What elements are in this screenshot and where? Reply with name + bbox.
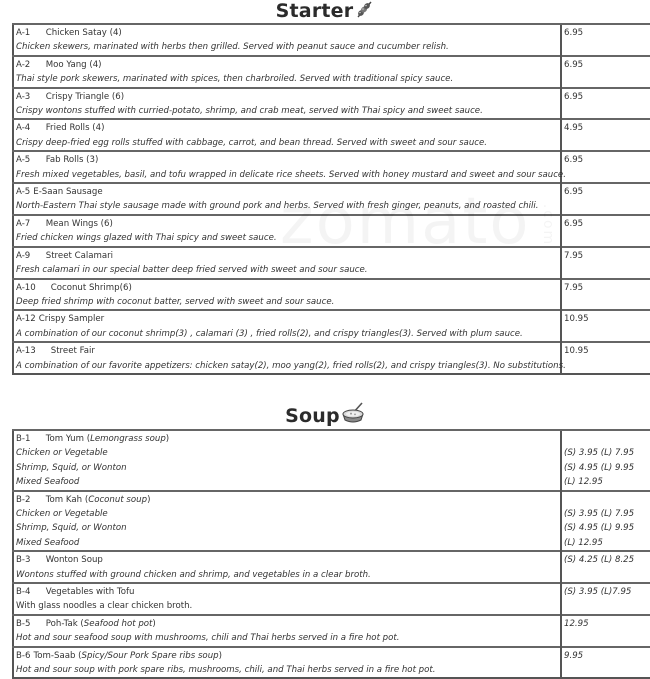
item-price: (S) 3.95 (L)7.95 [564, 587, 632, 597]
item-price: 9.95 [564, 650, 584, 661]
item-code: A-13 [16, 346, 36, 357]
item-cell [13, 215, 561, 247]
item-description: With glass noodles a clear chicken broth. [16, 601, 193, 612]
menu-row [13, 119, 650, 151]
item-subtitle: Spicy/Sour Pork Spare ribs soup [81, 650, 219, 661]
item-description: A combination of our favorite appetizers: chicken satay(2), moo yang(2), fried rolls(2), and crispy triangles(3). No substitutions. [16, 360, 566, 371]
item-name: Fab Rolls (3) [45, 155, 99, 166]
price-cell [561, 551, 650, 583]
item-code: B-3 [16, 555, 31, 566]
price-cell [561, 342, 650, 374]
item-cell: B-5 Poh-Tak (Seafood hot pot) Hot and sour seafood soup with mushrooms, chili and Thai herbs served in a fire hot pot. [13, 615, 561, 647]
price-cell [561, 310, 650, 342]
item-cell [13, 183, 561, 215]
item-code: A-5 [16, 187, 31, 198]
item-cell: B-1 Tom Yum (Lemongrass soup) Chicken or Vegetable Shrimp, Squid, or Wonton Mixed Seafood [13, 430, 561, 491]
item-code: A-2 [16, 59, 31, 70]
option-label: Chicken or Vegetable [16, 508, 108, 519]
item-cell [13, 247, 561, 279]
menu-row [13, 551, 650, 583]
option-label: Shrimp, Squid, or Wonton [16, 462, 127, 473]
item-price: 4.95 [564, 123, 584, 134]
item-price: 6.95 [564, 59, 584, 70]
item-description: A combination of our coconut shrimp(3) , calamari (3) , fried rolls(2), and crispy triangles(3). Served with plum sauce. [16, 328, 523, 339]
item-name: Tom Kah [45, 494, 83, 505]
item-description: Hot and sour seafood soup with mushrooms, chili and Thai herbs served in a fire hot pot. [16, 633, 400, 644]
item-code: A-9 [16, 250, 31, 261]
item-price: 7.95 [564, 282, 584, 293]
item-cell [13, 551, 561, 583]
menu-row [13, 183, 650, 215]
item-description: Chicken skewers, marinated with herbs then grilled. Served with peanut sauce and cucumber relish. [16, 42, 449, 53]
item-description: Crispy deep-fried egg rolls stuffed with cabbage, carrot, and bean thread. Served with sweet and sour sauce. [16, 137, 488, 148]
item-name: Crispy Triangle (6) [45, 91, 125, 102]
menu-row [13, 491, 650, 552]
item-cell [13, 279, 561, 311]
price-cell [561, 88, 650, 120]
option-label: Shrimp, Squid, or Wonton [16, 523, 127, 534]
option-price: (S) 3.95 (L) 7.95 [564, 508, 635, 519]
price-cell [561, 491, 650, 552]
menu-row [13, 310, 650, 342]
starter-table [12, 23, 650, 375]
price-cell [561, 615, 650, 647]
menu-row [13, 583, 650, 615]
item-code: B-5 [16, 618, 31, 629]
item-subtitle: Lemongrass soup [90, 433, 166, 444]
price-cell [561, 583, 650, 615]
menu-row [13, 342, 650, 374]
item-description: Thai style pork skewers, marinated with spices, then charbroiled. Served with traditional spicy sauce. [16, 74, 454, 85]
soup-title: Soup [285, 404, 340, 427]
item-price: 6.95 [564, 28, 584, 38]
menu-row [13, 247, 650, 279]
price-cell [561, 247, 650, 279]
item-code: A-7 [16, 218, 31, 229]
item-description: Fresh calamari in our special batter deep fried served with sweet and sour sauce. [16, 265, 368, 276]
item-code: A-1 [16, 28, 31, 38]
menu-row [13, 615, 650, 647]
item-cell [13, 583, 561, 615]
item-description: North-Eastern Thai style sausage made with ground pork and herbs. Served with fresh ginger, peanuts, and roasted chili. [16, 201, 539, 212]
item-price: 10.95 [564, 314, 589, 325]
item-subtitle: Seafood hot pot [83, 618, 153, 629]
price-cell [561, 56, 650, 88]
item-description: Fresh mixed vegetables, basil, and tofu wrapped in delicate rice sheets. Served with honey mustard and sweet and sour sauce. [16, 169, 566, 180]
item-name: Street Calamari [45, 250, 114, 261]
item-price: 6.95 [564, 187, 584, 198]
item-code: B-1 [16, 433, 31, 444]
item-name: Coconut Shrimp(6) [50, 282, 132, 293]
item-name: Crispy Sampler [38, 314, 105, 325]
soup-bowl-icon [341, 401, 365, 427]
item-price: (S) 4.25 (L) 8.25 [564, 555, 635, 566]
item-price: 6.95 [564, 155, 584, 166]
item-price: 12.95 [564, 618, 589, 629]
price-cell [561, 119, 650, 151]
item-code: B-2 [16, 494, 31, 505]
item-description: Wontons stuffed with ground chicken and shrimp, and vegetables in a clear broth. [16, 569, 371, 580]
item-name: Chicken Satay (4) [45, 28, 122, 38]
soup-heading [0, 399, 650, 429]
item-cell [13, 310, 561, 342]
item-description: Hot and sour soup with pork spare ribs, mushrooms, chili, and Thai herbs served in a fire hot pot. [16, 665, 436, 676]
item-description: Crispy wontons stuffed with curried-potato, shrimp, and crab meat, served with Thai spicy and sweet sauce. [16, 106, 483, 117]
price-cell [561, 647, 650, 679]
item-price: 6.95 [564, 91, 584, 102]
price-cell [561, 279, 650, 311]
item-name: E-Saan Sausage [33, 187, 103, 198]
menu-row [13, 151, 650, 183]
item-cell [13, 24, 561, 56]
item-name: Street Fair [50, 346, 95, 357]
starter-heading [0, 0, 650, 23]
item-name: Vegetables with Tofu [45, 587, 135, 597]
item-name: Tom Yum [45, 433, 84, 444]
menu-row [13, 88, 650, 120]
item-description: Fried chicken wings glazed with Thai spicy and sweet sauce. [16, 233, 277, 244]
option-price: (L) 12.95 [564, 537, 603, 548]
option-label: Mixed Seafood [16, 477, 80, 488]
item-price: 6.95 [564, 218, 584, 229]
price-cell [561, 151, 650, 183]
option-price: (L) 12.95 [564, 477, 603, 488]
item-code: A-4 [16, 123, 31, 134]
item-name: Tom-Saab [33, 650, 76, 661]
menu-row [13, 56, 650, 88]
item-code: A-3 [16, 91, 31, 102]
item-code: A-10 [16, 282, 36, 293]
item-cell [13, 342, 566, 374]
menu-row [13, 215, 650, 247]
item-name: Moo Yang (4) [45, 59, 102, 70]
option-price: (S) 4.95 (L) 9.95 [564, 523, 635, 534]
item-name: Poh-Tak [45, 618, 78, 629]
price-cell [561, 430, 650, 491]
item-cell [13, 119, 561, 151]
item-name: Mean Wings (6) [45, 218, 113, 229]
starter-title: Starter [275, 0, 354, 22]
item-name: Fried Rolls (4) [45, 123, 105, 134]
price-cell [561, 183, 650, 215]
item-name: Wonton Soup [45, 555, 103, 566]
option-label: Mixed Seafood [16, 537, 80, 548]
item-code: B-6 [16, 650, 31, 661]
skewer-icon [354, 0, 374, 20]
item-code: A-5 [16, 155, 31, 166]
item-cell [13, 56, 561, 88]
item-code: A-12 [16, 314, 36, 325]
price-cell [561, 215, 650, 247]
menu-row [13, 24, 650, 56]
option-price: (S) 4.95 (L) 9.95 [564, 462, 635, 473]
menu-row [13, 430, 650, 491]
soup-table [12, 429, 650, 679]
item-cell [13, 88, 561, 120]
item-code: B-4 [16, 587, 31, 597]
item-price: 10.95 [564, 346, 589, 357]
item-cell: B-6 Tom-Saab (Spicy/Sour Pork Spare ribs soup) Hot and sour soup with pork spare ribs, mushrooms, chili, and Thai herbs served in a fire hot pot. [13, 647, 561, 679]
item-cell [13, 151, 566, 183]
item-description: Deep fried shrimp with coconut batter, served with sweet and sour sauce. [16, 296, 335, 307]
item-subtitle: Coconut soup [88, 494, 148, 505]
price-cell [561, 24, 650, 56]
menu-row [13, 279, 650, 311]
menu-row [13, 647, 650, 679]
option-price: (S) 3.95 (L) 7.95 [564, 448, 635, 459]
item-price: 7.95 [564, 250, 584, 261]
option-label: Chicken or Vegetable [16, 448, 108, 459]
item-cell: B-2 Tom Kah (Coconut soup) Chicken or Vegetable Shrimp, Squid, or Wonton Mixed Seafood [13, 491, 561, 552]
